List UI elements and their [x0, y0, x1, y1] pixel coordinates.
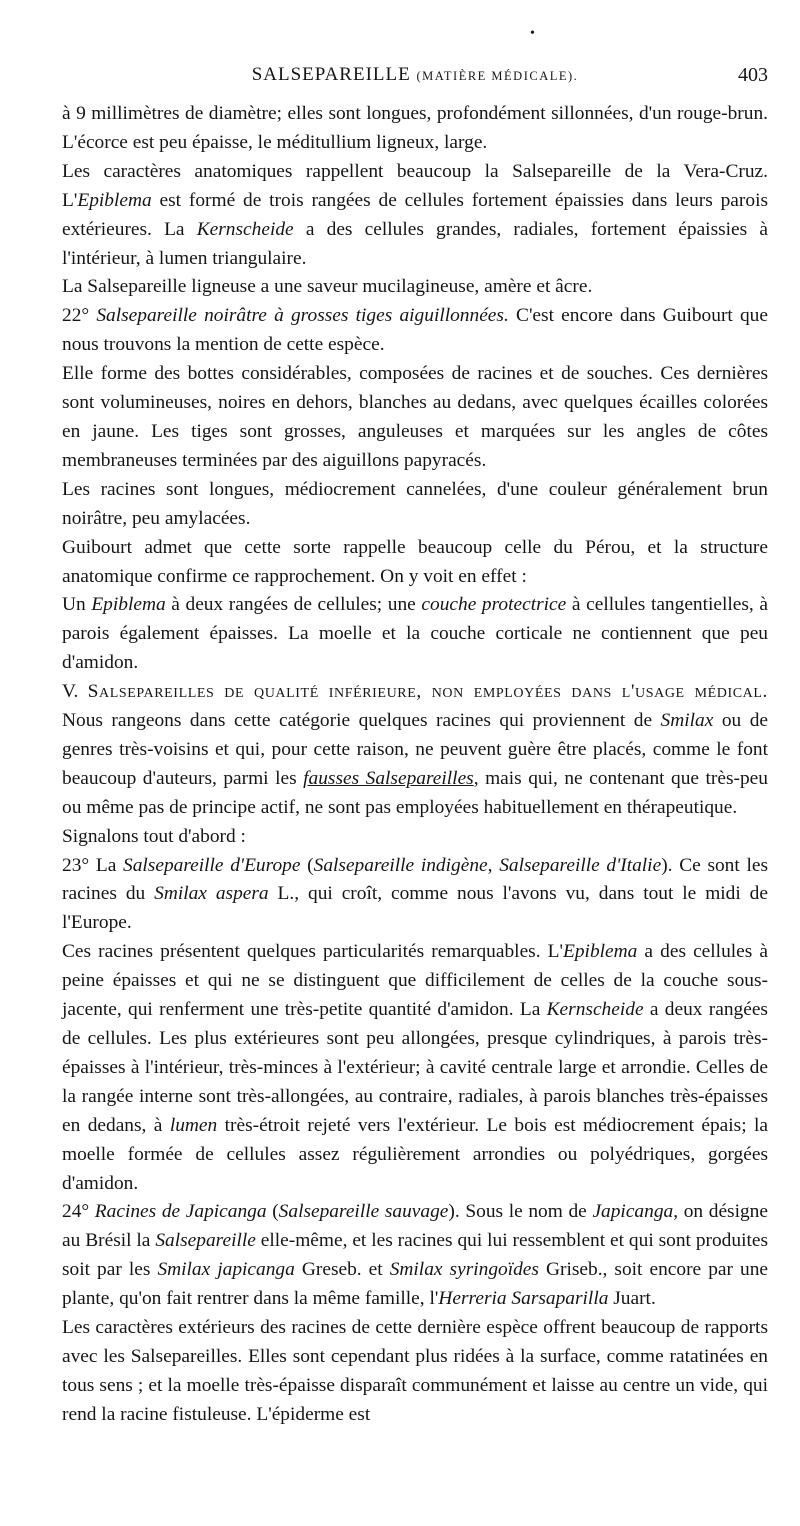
paragraph [62, 938, 768, 1198]
text-run: La Salsepareille ligneuse a une saveur mucilagineuse, amère et âcre. [62, 276, 593, 298]
text-run: à deux rangées de cellules; une [165, 594, 422, 616]
text-run: L., qui croît, comme nous l'avons vu, dans tout le midi de l'Europe. [62, 883, 768, 934]
text-run: ). Sous le nom de [448, 1201, 593, 1223]
paragraph [62, 1314, 768, 1430]
paragraph [62, 1198, 768, 1314]
paragraph [62, 534, 768, 592]
text-run: très-étroit rejeté vers l'extérieur. Le bois est médiocrement épais; la moelle formée de cellules assez régulièrement arrondies ou polyédriques, gorgées d'amidon. [62, 1114, 768, 1194]
paragraph [62, 852, 768, 939]
italic-text: Herreria Sarsaparilla [438, 1288, 609, 1310]
paragraph [62, 591, 768, 678]
italic-text: Salsepareille d'Italie [499, 854, 662, 876]
italic-text: Salsepareille d'Europe [123, 854, 301, 876]
paragraph [62, 476, 768, 534]
text-run: Les caractères anatomiques rappellent beaucoup la Salsepareille de la Vera-Cruz. L' [62, 160, 768, 211]
running-title [62, 60, 768, 91]
text-run: ou de genres très-voisins et qui, pour cette raison, ne peuvent guère être placés, comme le font beaucoup d'auteurs, parmi les [62, 710, 768, 789]
italic-text: lumen [169, 1114, 218, 1136]
italic-text: Salsepareille [155, 1230, 256, 1252]
italic-text: Racines de Japicanga [94, 1201, 267, 1223]
paragraph [62, 360, 768, 476]
paragraph [62, 158, 768, 274]
text-run: , on désigne au Brésil la [62, 1201, 768, 1252]
text-run: , mais qui, ne contenant que très-peu ou même pas de principe actif, ne sont pas employées habituellement en thérapeutique. [62, 767, 768, 818]
text-run: , [487, 854, 500, 876]
printer-mark: • [530, 26, 535, 41]
italic-text: fausses Salsepareilles [303, 767, 474, 789]
text-run: Un [62, 594, 92, 616]
italic-text: Epiblema [77, 189, 152, 211]
text-run: a des cellules à peine épaisses et qui ne se distinguent que difficilement de celles de la couche sous-jacente, qui renferment une très-petite quantité d'amidon. La [62, 941, 768, 1021]
text-run: Signalons tout d'abord : [62, 825, 246, 847]
text-run: ). Ce sont les racines du [62, 854, 769, 905]
text-run: Griseb., soit encore par une plante, qu'on fait rentrer dans la même famille, l' [62, 1259, 768, 1310]
text-run: Les racines sont longues, médiocrement cannelées, d'une couleur généralement brun noirâtre, peu amylacées. [62, 478, 768, 529]
italic-text: Salsepareille indigène [313, 854, 488, 876]
italic-text: Japicanga [592, 1201, 674, 1223]
text-run: 22° [62, 305, 97, 327]
italic-text: Epiblema [91, 594, 166, 616]
header-subtitle: (MATIÈRE MÉDICALE). [416, 69, 579, 83]
text-run: elle-même, et les racines qui lui ressemblent et qui sont produites soit par les [62, 1230, 768, 1281]
section-heading: Salsepareilles de qualité inférieure, non employées dans l'usage médical. [87, 681, 768, 703]
text-run: a deux rangées de cellules. Les plus extérieures sont peu allongées, presque cylindriques, à parois très-épaisses à l'intérieur, très-minces à l'extérieur; à cavité centrale large et arrondie. Celles de la rangée interne sont très-allongées, au contraire, radiales, à parois blanches très-épaisses en dedans, à [62, 999, 768, 1136]
text-run: ( [266, 1201, 279, 1223]
text-run: 24° [62, 1201, 95, 1223]
text-run: est formé de trois rangées de cellules fortement épaissies dans leurs parois extérieures. La [62, 189, 768, 240]
italic-text: Epiblema [563, 941, 638, 963]
italic-text: Smilax aspera [154, 883, 269, 905]
italic-text: Smilax syringoïdes [389, 1259, 539, 1281]
paragraph [62, 100, 768, 158]
italic-text: Salsepareille sauvage [278, 1201, 449, 1223]
text-run: Guibourt admet que cette sorte rappelle beaucoup celle du Pérou, et la structure anatomique confirme ce rapprochement. On y voit en effet : [62, 536, 768, 587]
text-run: a des cellules grandes, radiales, fortement épaissies à l'intérieur, à lumen triangulaire. [62, 218, 768, 269]
italic-text: Smilax japicanga [157, 1259, 295, 1281]
text-run: Greseb. et [294, 1259, 390, 1281]
text-run: Ces racines présentent quelques particularités remarquables. L' [62, 941, 564, 963]
italic-text: Salsepareille noirâtre à grosses tiges aiguillonnées. [96, 305, 509, 327]
text-run: à cellules tangentielles, à parois également épaisses. La moelle et la couche corticale ne contiennent que peu d'amidon. [62, 594, 769, 674]
running-header [62, 60, 768, 90]
text-run: 23° La [62, 854, 124, 876]
italic-text: Kernscheide [196, 218, 294, 240]
italic-text: Smilax [660, 710, 714, 732]
text-run: Juart. [608, 1288, 656, 1310]
text-run: Nous rangeons dans cette catégorie quelques racines qui proviennent de [62, 710, 661, 732]
text-run: Les caractères extérieurs des racines de cette dernière espèce offrent beaucoup de rapports avec les Salsepareilles. Elles sont cependant plus ridées à la surface, comme ratatinées en tous sens ; et la moelle très-épaisse disparaît communément et laisse au centre un vide, qui rend la racine fistuleuse. L'épiderme est [62, 1317, 768, 1425]
paragraph [62, 302, 768, 360]
paragraph [62, 273, 768, 302]
text-run: Elle forme des bottes considérables, composées de racines et de souches. Ces dernières sont volumineuses, noires en dehors, blanches au dedans, avec quelques écailles colorées en jaune. Les tiges sont grosses, anguleuses et marquées sur les angles de côtes membraneuses terminées par des aiguillons papyracés. [62, 363, 768, 471]
text-run: C'est encore dans Guibourt que nous trouvons la mention de cette espèce. [62, 305, 768, 356]
header-title: SALSEPAREILLE [251, 64, 411, 85]
text-run: V. [62, 681, 88, 703]
paragraph [62, 678, 768, 823]
page-number: 403 [738, 64, 768, 86]
body-text [62, 100, 768, 1430]
text-run: à 9 millimètres de diamètre; elles sont longues, profondément sillonnées, d'un rouge-brun. L'écorce est peu épaisse, le méditullium ligneux, large. [62, 103, 768, 153]
text-run: ( [300, 854, 314, 876]
italic-text: couche protectrice [421, 594, 567, 616]
italic-text: Kernscheide [546, 999, 644, 1021]
paragraph [62, 823, 768, 852]
